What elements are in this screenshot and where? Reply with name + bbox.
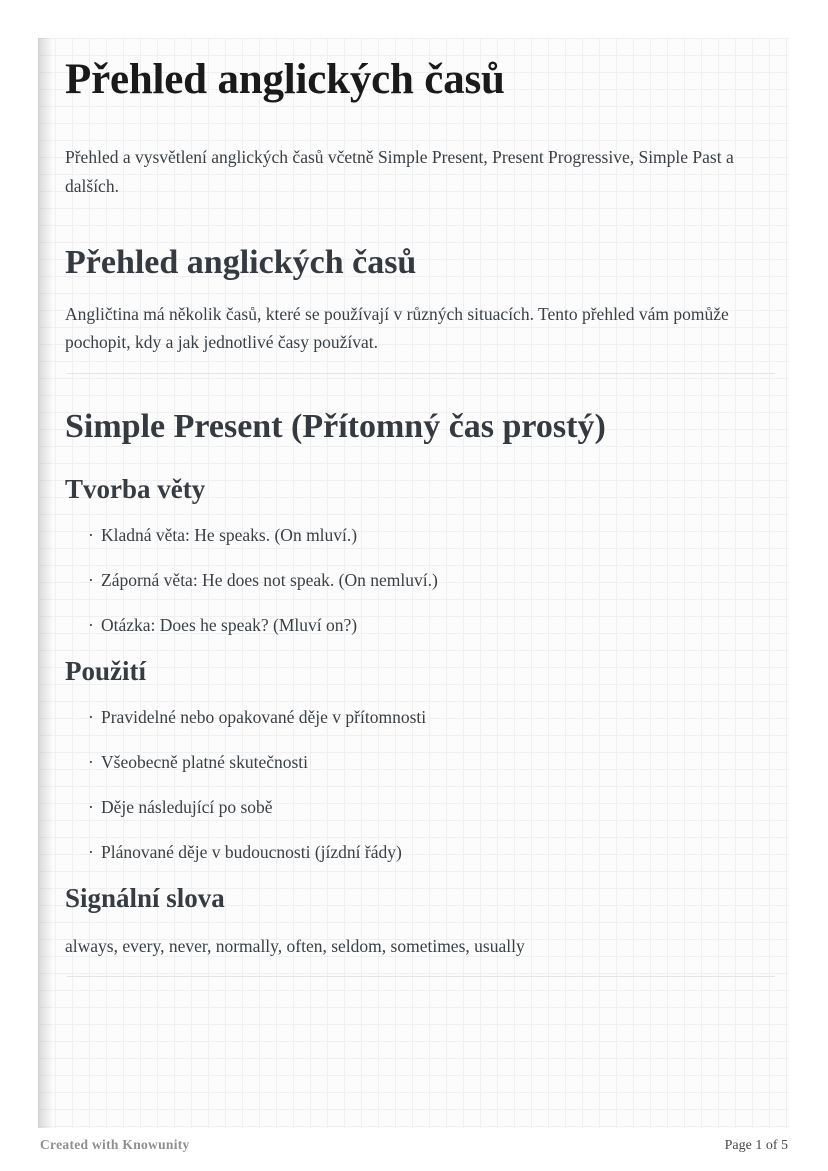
formation-heading: Tvorba věty (65, 473, 206, 504)
page-number: Page 1 of 5 (724, 1138, 788, 1153)
list-item-text: Kladná věta: He speaks. (On mluví.) (101, 524, 358, 545)
bullet-icon: · (88, 614, 94, 635)
usage-list (65, 703, 761, 866)
footer-branding: Created with Knowunity (40, 1137, 190, 1152)
section-divider (67, 373, 775, 374)
bullet-icon: · (88, 706, 94, 727)
intro-paragraph: Přehled a vysvětlení anglických časů včetně Simple Present, Present Progressive, Simple Past a dalších. (65, 147, 734, 196)
section-divider (67, 976, 775, 977)
bullet-icon: · (88, 841, 94, 862)
document-page (38, 38, 789, 1128)
simple-present-heading: Simple Present (Přítomný čas prostý) (65, 407, 606, 445)
list-item-text: Plánované děje v budoucnosti (jízdní řády) (101, 841, 402, 862)
list-item-text: Pravidelné nebo opakované děje v přítomnosti (101, 706, 427, 727)
list-item (88, 793, 761, 821)
list-item (88, 838, 761, 866)
list-item (88, 521, 761, 549)
usage-heading: Použití (65, 655, 146, 686)
list-item-text: Všeobecně platné skutečnosti (101, 751, 309, 772)
list-item-text: Děje následující po sobě (101, 796, 273, 817)
list-item (88, 566, 761, 594)
overview-heading: Přehled anglických časů (65, 243, 417, 281)
signal-words-heading: Signální slova (65, 882, 225, 913)
document-title: Přehled anglických časů (65, 56, 505, 103)
formation-list (65, 521, 761, 639)
list-item-text: Otázka: Does he speak? (Mluví on?) (101, 614, 358, 635)
list-item (88, 703, 761, 731)
signal-words-text: always, every, never, normally, often, seldom, sometimes, usually (65, 935, 525, 956)
bullet-icon: · (88, 569, 94, 590)
overview-paragraph: Angličtina má několik časů, které se používají v různých situacích. Tento přehled vám pomůže pochopit, kdy a jak jednotlivé časy používat. (65, 304, 729, 353)
list-item-text: Záporná věta: He does not speak. (On nemluví.) (101, 569, 438, 590)
bullet-icon: · (88, 796, 94, 817)
bullet-icon: · (88, 524, 94, 545)
list-item (88, 611, 761, 639)
page-footer (40, 1137, 788, 1154)
list-item (88, 748, 761, 776)
bullet-icon: · (88, 751, 94, 772)
